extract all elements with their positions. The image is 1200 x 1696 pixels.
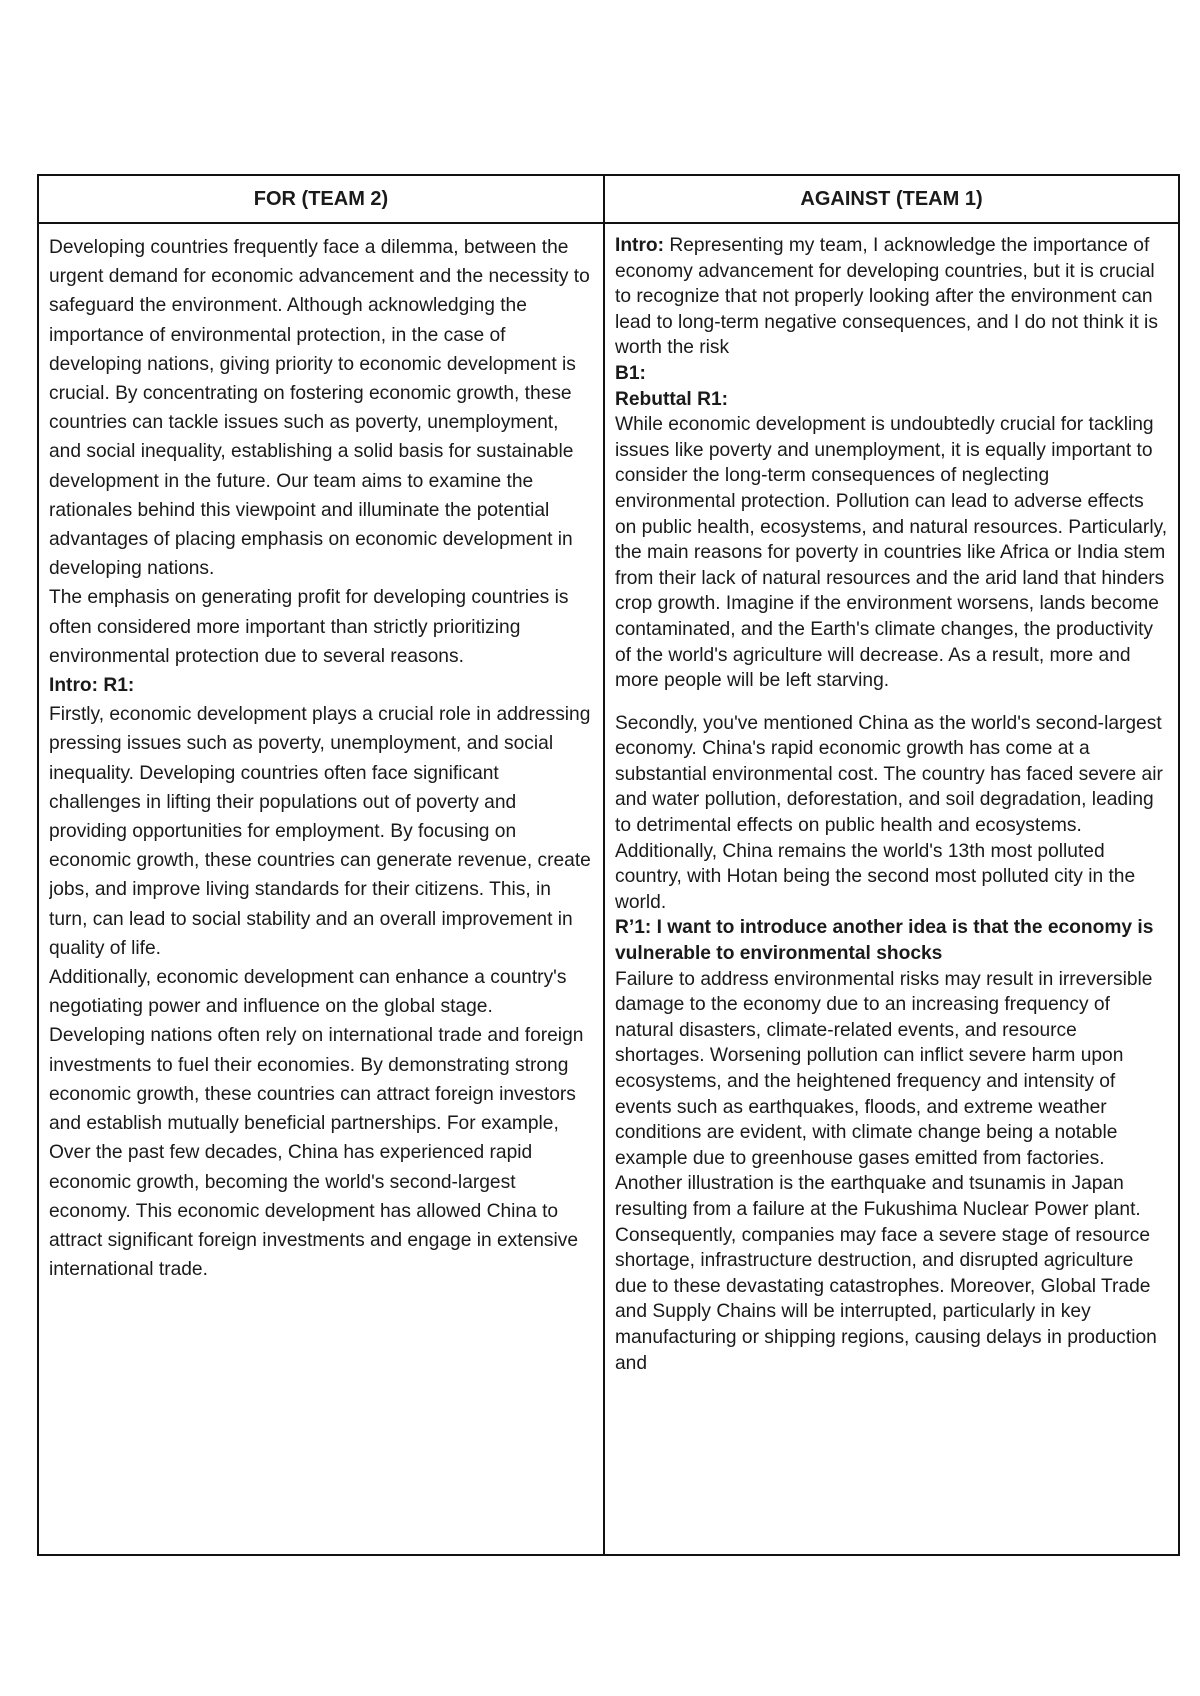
for-paragraph-intro: Developing countries frequently face a dilemma, between the urgent demand for economic advancement and the necessity to safeguard the environment. Although acknowledging the importance of environmental protection, in the case of developing nations, giving priority to economic development is crucial. By concentrating on fostering economic growth, these countries can tackle issues such as poverty, unemployment, and social inequality, establishing a solid basis for sustainable development in the future. Our team aims to examine the rationales behind this viewpoint and illuminate the potential advantages of placing emphasis on economic development in developing nations. [49, 237, 590, 580]
table-header-row [38, 175, 1179, 223]
header-against-team: AGAINST (TEAM 1) [604, 175, 1179, 223]
against-paragraph-rebuttal: While economic development is undoubtedly crucial for tackling issues like poverty and unemployment, it is equally important to consider the long-term consequences of neglecting environmental protection. Pollution can lead to adverse effects on public health, ecosystems, and natural resources. Particularly, the main reasons for poverty in countries like Africa or India stem from their lack of natural resources and the arid land that hinders crop growth. Imagine if the environment worsens, lands become contaminated, and the Earth's climate changes, the productivity of the world's agriculture will decrease. As a result, more and more people will be left starving. [615, 414, 1168, 692]
debate-table [37, 174, 1180, 1556]
table-body-row [38, 223, 1179, 1555]
against-paragraph-china: Secondly, you've mentioned China as the world's second-largest economy. China's rapid economic growth has come at a substantial environmental cost. The country has faced severe air and water pollution, deforestation, and soil degradation, leading to detrimental effects on public health and ecosystems. Additionally, China remains the world's 13th most polluted country, with Hotan being the second most polluted city in the world. [615, 712, 1163, 913]
for-paragraph-additionally: Additionally, economic development can enhance a country's negotiating power and influence on the global stage. Developing nations often rely on international trade and foreign investments to fuel their economies. By demonstrating strong economic growth, these countries can attract foreign investors and establish mutually beneficial partnerships. For example, Over the past few decades, China has experienced rapid economic growth, becoming the world's second-largest economy. This economic development has allowed China to attract significant foreign investments and engage in extensive international trade. [49, 967, 584, 1281]
header-for-team: FOR (TEAM 2) [38, 175, 604, 223]
against-column-cell [604, 223, 1179, 1555]
against-rebuttal-label: Rebuttal R1: [615, 388, 728, 410]
against-paragraph-shocks: Failure to address environmental risks may result in irreversible damage to the economy due to an increasing frequency of natural disasters, climate-related events, and resource shortages. Worsening pollution can inflict severe harm upon ecosystems, and the heightened frequency and intensity of events such as earthquakes, floods, and extreme weather conditions are evident, with climate change being a notable example due to greenhouse gases emitted from factories. Another illustration is the earthquake and tsunamis in Japan resulting from a failure at the Fukushima Nuclear Power plant. Consequently, companies may face a severe stage of resource shortage, infrastructure destruction, and disrupted agriculture due to these devastating catastrophes. Moreover, Global Trade and Supply Chains will be interrupted, particularly in key manufacturing or shipping regions, causing delays in production and [615, 968, 1157, 1374]
for-heading-r1: Intro: R1: [49, 675, 135, 697]
against-intro-text: Representing my team, I acknowledge the importance of economy advancement for developing countries, but it is crucial to recognize that not properly looking after the environment can lead to long-term negative consequences, and I do not think it is worth the risk [615, 235, 1158, 359]
against-r1-heading: R’1: I want to introduce another idea is that the economy is vulnerable to environmental shocks [615, 917, 1154, 965]
against-intro [615, 233, 1168, 361]
for-column-cell [38, 223, 604, 1555]
paragraph-spacer [615, 694, 1168, 711]
for-paragraph-reasons: The emphasis on generating profit for developing countries is often considered more important than strictly prioritizing environmental protection due to several reasons. [49, 587, 569, 667]
for-paragraph-firstly: Firstly, economic development plays a crucial role in addressing pressing issues such as poverty, unemployment, and social inequality. Developing countries often face significant challenges in lifting their populations out of poverty and providing opportunities for employment. By focusing on economic growth, these countries can generate revenue, create jobs, and improve living standards for their citizens. This, in turn, can lead to social stability and an overall improvement in quality of life. [49, 704, 591, 959]
against-b1-label: B1: [615, 362, 646, 384]
against-intro-label: Intro: [615, 235, 665, 256]
